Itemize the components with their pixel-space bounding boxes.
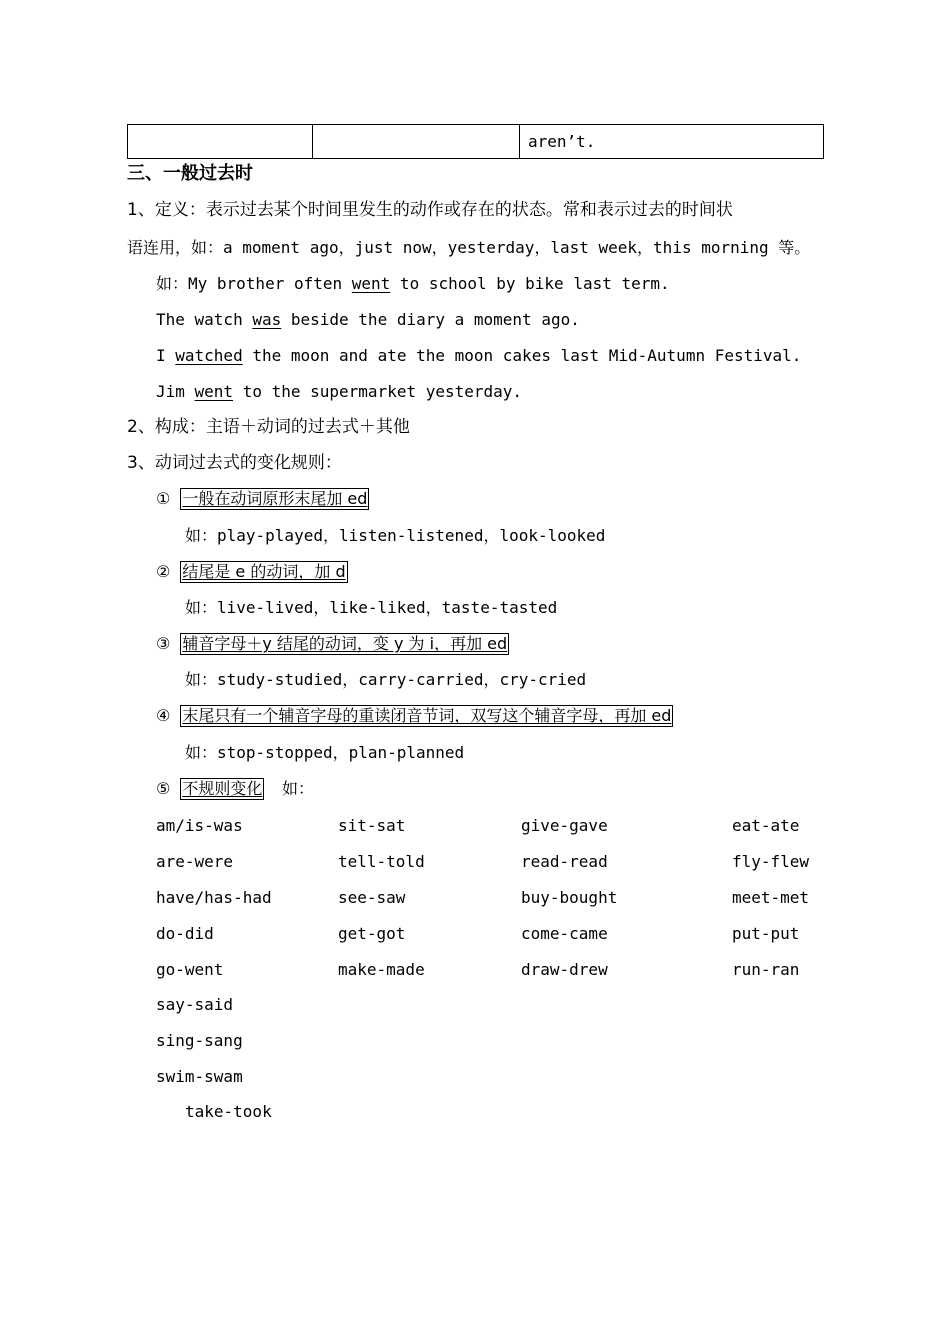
past-verb: went (351, 274, 391, 293)
example-sentence (156, 382, 522, 402)
verb-pair: sing-sang (156, 1031, 243, 1050)
verb-pair: come-came (521, 924, 608, 943)
example-prefix: The watch (156, 310, 253, 329)
example-suffix: to the supermarket yesterday. (233, 382, 523, 401)
rule-item (156, 705, 673, 727)
rule-example: 如：play-played，listen-listened，look-looked (185, 526, 606, 545)
definition-line-1: 1、定义：表示过去某个时间里发生的动作或存在的状态。常和表示过去的时间状 (127, 200, 733, 220)
example-sentence (156, 274, 670, 294)
verb-pair: swim-swam (156, 1067, 243, 1086)
verb-pair: are-were (156, 852, 234, 871)
verb-pair: run-ran (732, 960, 800, 979)
verb-pair: buy-bought (521, 888, 618, 907)
rule-box: 结尾是 e 的动词，加 d (182, 562, 346, 581)
section-title: 三、一般过去时 (127, 163, 253, 184)
rule-suffix: 如： (282, 779, 315, 798)
carry-over-table (127, 124, 824, 159)
verb-pair: take-took (185, 1102, 272, 1121)
rule-example: 如：live-lived，like-liked，taste-tasted (185, 598, 558, 617)
past-verb: went (194, 382, 234, 401)
definition-line-2: 语连用，如：a moment ago，just now，yesterday，last week，this morning 等。 (127, 238, 811, 257)
example-sentence (156, 310, 580, 330)
example-suffix: beside the diary a moment ago. (281, 310, 580, 329)
rule-item (156, 778, 314, 800)
table-row (128, 125, 824, 159)
verb-pair: draw-drew (521, 960, 608, 979)
verb-pair: sit-sat (338, 816, 406, 835)
verb-pair: see-saw (338, 888, 406, 907)
rule-item (156, 488, 369, 510)
past-verb: watched (175, 346, 243, 365)
rules-title: 3、动词过去式的变化规则： (127, 453, 342, 473)
verb-pair: eat-ate (732, 816, 800, 835)
verb-pair: say-said (156, 995, 234, 1014)
rule-example: 如：study-studied，carry-carried，cry-cried (185, 670, 587, 689)
verb-pair: meet-met (732, 888, 810, 907)
verb-pair: am/is-was (156, 816, 243, 835)
example-sentence (156, 346, 801, 366)
verb-pair: get-got (338, 924, 406, 943)
example-prefix: I (156, 346, 176, 365)
example-prefix: 如：My brother often (156, 274, 352, 293)
rule-item (156, 561, 348, 583)
rule-number: ④ (156, 706, 171, 725)
rule-box: 不规则变化 (182, 779, 263, 798)
rule-example: 如：stop-stopped，plan-planned (185, 743, 465, 762)
rule-number: ③ (156, 634, 171, 653)
rule-item (156, 633, 509, 655)
example-suffix: the moon and ate the moon cakes last Mid-Autumn Festival. (242, 346, 802, 365)
verb-pair: fly-flew (732, 852, 810, 871)
verb-pair: have/has-had (156, 888, 272, 907)
verb-pair: read-read (521, 852, 608, 871)
rule-box: 一般在动词原形末尾加 ed (182, 489, 368, 508)
example-prefix: Jim (156, 382, 195, 401)
past-verb: was (252, 310, 282, 329)
table-cell (128, 125, 313, 159)
structure-line: 2、构成：主语＋动词的过去式＋其他 (127, 417, 410, 437)
rule-number: ⑤ (156, 779, 171, 798)
verb-pair: make-made (338, 960, 425, 979)
table-cell (313, 125, 520, 159)
verb-pair: go-went (156, 960, 224, 979)
verb-pair: put-put (732, 924, 800, 943)
rule-box: 末尾只有一个辅音字母的重读闭音节词，双写这个辅音字母，再加 ed (182, 706, 672, 725)
verb-pair: tell-told (338, 852, 425, 871)
rule-number: ① (156, 489, 171, 508)
rule-number: ② (156, 562, 171, 581)
example-suffix: to school by bike last term. (390, 274, 670, 293)
table-cell: aren’t. (520, 125, 824, 159)
verb-pair: do-did (156, 924, 214, 943)
verb-pair: give-gave (521, 816, 608, 835)
rule-box: 辅音字母＋y 结尾的动词，变 y 为 i，再加 ed (182, 634, 508, 653)
